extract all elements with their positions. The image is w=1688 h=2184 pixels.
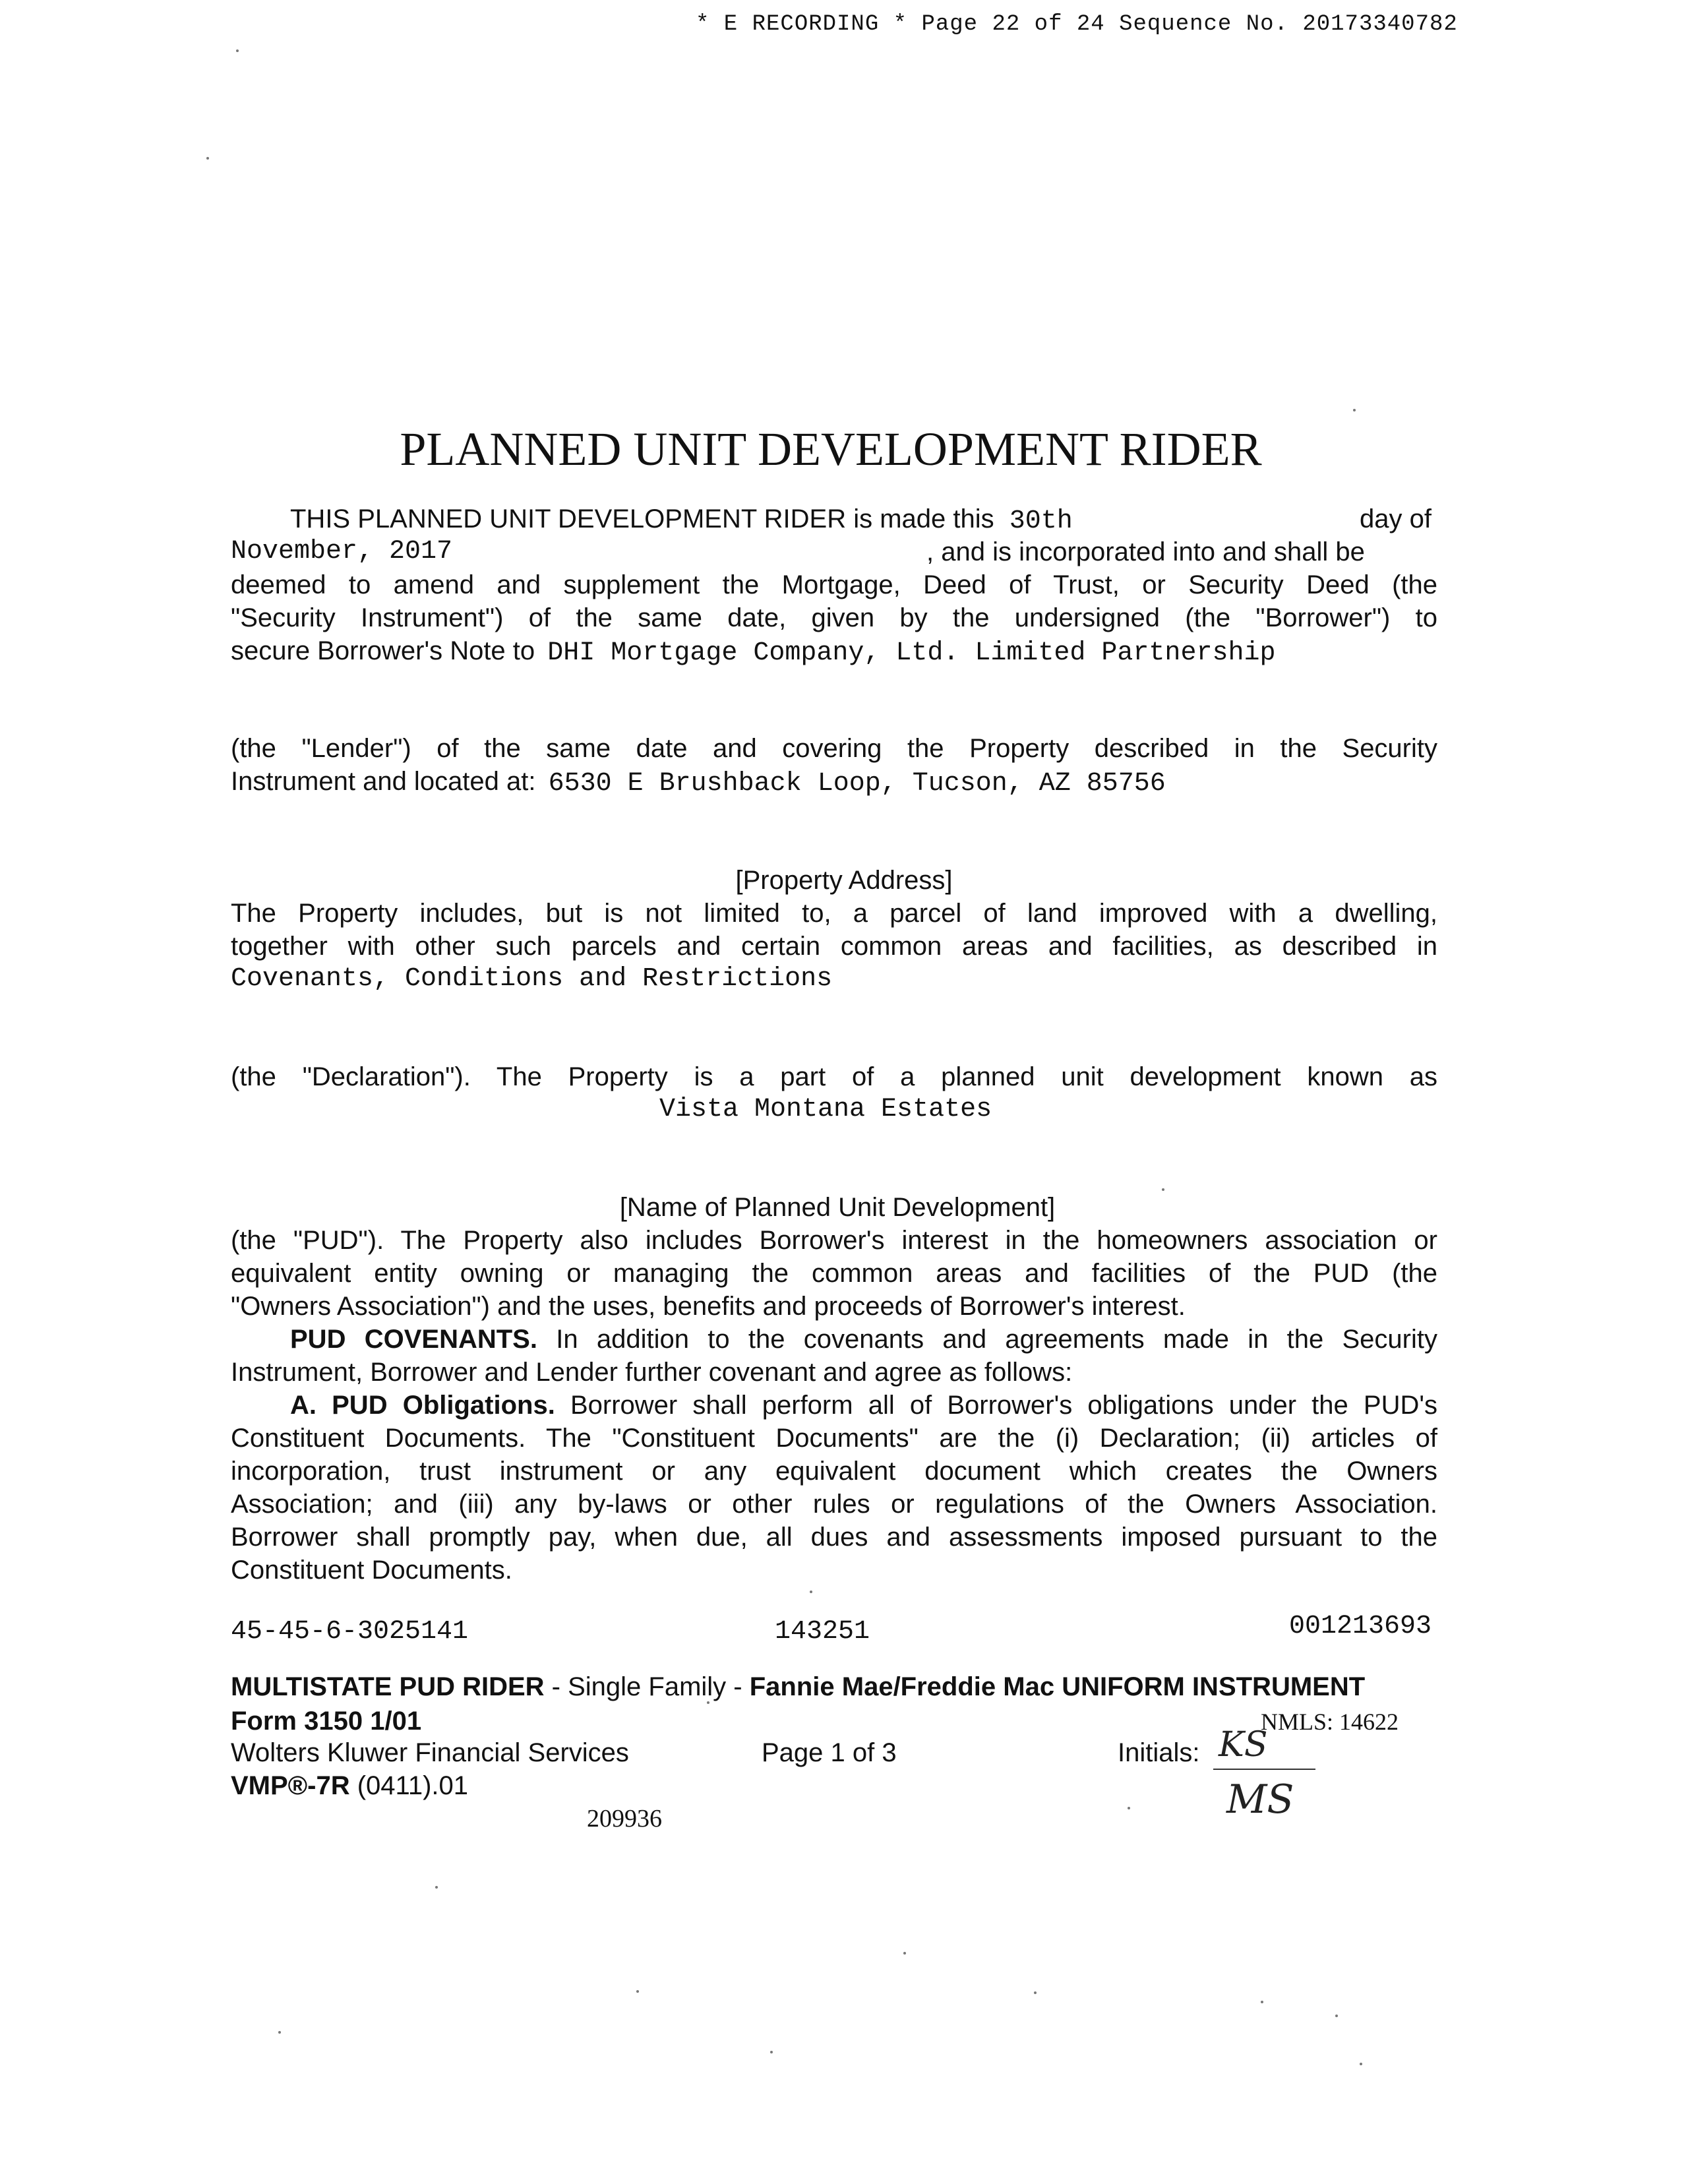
recording-header: * E RECORDING * Page 22 of 24 Sequence No. 20173340782 xyxy=(696,12,1458,37)
vmp-code-rest: (0411).01 xyxy=(357,1771,468,1800)
obligations-line1 xyxy=(290,1389,1437,1422)
p5-line3: "Owners Association") and the uses, benefits and proceeds of Borrower's interest. xyxy=(231,1292,1186,1321)
loan-code-left: 45-45-6-3025141 xyxy=(231,1617,469,1647)
p4-line1: (the "Declaration"). The Property is a part of a planned unit development known as xyxy=(231,1062,1437,1091)
pud-name-label: [Name of Planned Unit Development] xyxy=(619,1193,1056,1222)
vmp-code-bold: VMP®-7R xyxy=(231,1771,350,1800)
scan-speck xyxy=(236,49,239,52)
scan-speck xyxy=(770,2051,773,2053)
form-title-bold: MULTISTATE PUD RIDER xyxy=(231,1672,545,1701)
obligations-line4: Association; and (iii) any by-laws or other rules or regulations of the Owners Association. xyxy=(231,1490,1437,1519)
scan-speck xyxy=(1261,2001,1263,2003)
scan-speck xyxy=(1128,1807,1130,1809)
incorporated-text: , and is incorporated into and shall be xyxy=(926,537,1365,566)
form-title-line xyxy=(231,1672,1365,1702)
p2-line1: (the "Lender") of the same date and covering the Property described in the Security xyxy=(231,734,1437,763)
scan-speck xyxy=(810,1591,812,1593)
note-prefix: secure Borrower's Note to xyxy=(231,636,535,665)
document-title: PLANNED UNIT DEVELOPMENT RIDER xyxy=(400,423,1262,475)
initials-underline xyxy=(1213,1769,1315,1770)
form-title-mid: - Single Family - xyxy=(551,1672,742,1701)
initials-signature-1: KS xyxy=(1219,1725,1268,1765)
pud-name: Vista Montana Estates xyxy=(659,1095,992,1124)
scan-speck xyxy=(278,2031,281,2034)
property-address: 6530 E Brushback Loop, Tucson, AZ 85756 xyxy=(548,769,1166,799)
intro-text: THIS PLANNED UNIT DEVELOPMENT RIDER is made this xyxy=(290,504,994,533)
scan-speck xyxy=(903,1952,906,1955)
document-number: 209936 xyxy=(587,1805,662,1833)
obligations-line2: Constituent Documents. The "Constituent Documents" are the (i) Declaration; (ii) articles of xyxy=(231,1424,1437,1453)
declaration-name: Covenants, Conditions and Restrictions xyxy=(231,964,833,994)
scan-speck xyxy=(206,157,209,160)
scan-speck xyxy=(1335,2015,1338,2017)
initials-label: Initials: xyxy=(1118,1738,1200,1767)
p1-line3: deemed to amend and supplement the Mortgage, Deed of Trust, or Security Deed (the xyxy=(231,570,1437,599)
obligations-line3: incorporation, trust instrument or any equivalent document which creates the Owners xyxy=(231,1457,1437,1486)
p1-line5 xyxy=(231,634,1275,670)
scan-speck xyxy=(1360,2063,1362,2065)
publisher: Wolters Kluwer Financial Services xyxy=(231,1738,629,1767)
scan-speck xyxy=(1034,1991,1037,1994)
scan-speck xyxy=(707,1701,709,1704)
initials-signature-2: MS xyxy=(1226,1776,1294,1823)
p2-line2 xyxy=(231,765,1166,801)
scan-speck xyxy=(636,1990,639,1993)
obligations-line5: Borrower shall promptly pay, when due, all dues and assessments imposed pursuant to the xyxy=(231,1523,1437,1552)
form-number xyxy=(231,1707,421,1736)
nmls-number: NMLS: 14622 xyxy=(1261,1709,1399,1735)
covenants-intro: In addition to the covenants and agreements made in the Security xyxy=(556,1325,1437,1354)
obligations-intro: Borrower shall perform all of Borrower's obligations under the PUD's xyxy=(570,1391,1437,1420)
property-address-label: [Property Address] xyxy=(735,866,953,895)
covenants-heading: PUD COVENANTS. xyxy=(290,1325,537,1354)
obligations-heading: A. PUD Obligations. xyxy=(290,1391,555,1420)
month-year: November, 2017 xyxy=(231,537,453,566)
scan-speck xyxy=(435,1886,438,1889)
day-of-text: day of xyxy=(1360,504,1432,533)
day-value: 30th xyxy=(1009,506,1073,536)
p5-line1: (the "PUD"). The Property also includes Borrower's interest in the homeowners association or xyxy=(231,1226,1437,1255)
covenants-line1 xyxy=(290,1323,1437,1356)
p3-line2: together with other such parcels and certain common areas and facilities, as described in xyxy=(231,932,1437,961)
obligations-line6: Constituent Documents. xyxy=(231,1556,512,1585)
loan-code-right: 001213693 xyxy=(1289,1612,1432,1641)
loan-code-center: 143251 xyxy=(775,1617,870,1647)
vmp-code xyxy=(231,1771,468,1801)
page-number: Page 1 of 3 xyxy=(762,1738,897,1767)
scan-speck xyxy=(1353,409,1356,411)
scan-speck xyxy=(1162,1188,1164,1191)
form-number-text: Form 3150 1/01 xyxy=(231,1707,422,1736)
p5-line2: equivalent entity owning or managing the common areas and facilities of the PUD (the xyxy=(231,1259,1437,1288)
form-title-bold2: Fannie Mae/Freddie Mac UNIFORM INSTRUMENT xyxy=(749,1672,1366,1701)
p3-line1: The Property includes, but is not limited to, a parcel of land improved with a dwelling, xyxy=(231,899,1437,928)
located-prefix: Instrument and located at: xyxy=(231,767,536,796)
p1-line4: "Security Instrument") of the same date, given by the undersigned (the "Borrower") to xyxy=(231,603,1437,632)
covenants-line2: Instrument, Borrower and Lender further covenant and agree as follows: xyxy=(231,1358,1073,1387)
lender-name: DHI Mortgage Company, Ltd. Limited Partnership xyxy=(547,638,1276,668)
intro-line xyxy=(290,502,1073,538)
